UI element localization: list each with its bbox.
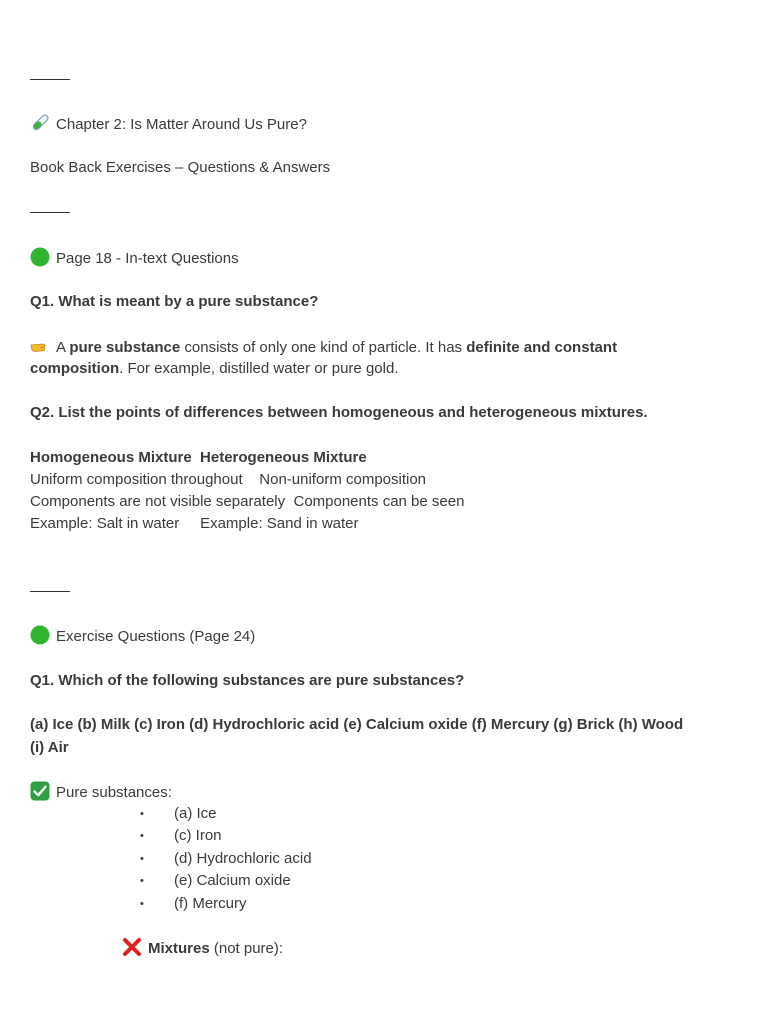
question-2: Q2. List the points of differences between homogeneous and heterogeneous mixtures. [30, 404, 648, 421]
test-tube-icon [30, 113, 50, 133]
bullet: • [140, 808, 144, 820]
options-line-1: (a) Ice (b) Milk (c) Iron (d) Hydrochloric acid (e) Calcium oxide (f) Mercury (g) Brick (h) Wood [30, 716, 684, 733]
options-line-2: (i) Air [30, 739, 69, 756]
table-header-cell: Heterogeneous Mixture [200, 449, 367, 466]
chapter-title [30, 113, 307, 136]
table-header-cell: Homogeneous Mixture [30, 449, 192, 466]
table-cell: Non-uniform composition [259, 471, 427, 488]
bullet: • [140, 875, 144, 888]
mixtures-label: Mixtures (not pure): [122, 937, 283, 960]
table-header-row [30, 447, 464, 469]
pure-substances-label: Pure substances: [30, 781, 172, 804]
table-row [30, 491, 464, 513]
bullet: • [140, 852, 144, 865]
section-heading-intext: Page 18 - In-text Questions [30, 247, 239, 270]
list-item: • (c) Iron [140, 825, 312, 847]
answer-1-continued: composition. For example, distilled water or pure gold. [30, 360, 399, 377]
subtitle: Book Back Exercises – Questions & Answers [30, 159, 331, 176]
table-row [30, 513, 464, 535]
green-circle-icon [30, 247, 50, 267]
table-cell: Components can be seen [293, 493, 465, 510]
table-cell: Example: Salt in water [30, 515, 180, 532]
list-item: • (a) Ice [140, 803, 312, 825]
table-row [30, 469, 464, 491]
table-cell: Example: Sand in water [200, 515, 359, 532]
cross-mark-icon [122, 937, 142, 957]
divider [30, 79, 70, 80]
check-mark-button-icon [30, 781, 50, 801]
exercise-question-1: Q1. Which of the following substances are pure substances? [30, 672, 465, 689]
bullet: • [140, 830, 144, 843]
bullet: • [140, 897, 144, 910]
answer-1: A pure substance consists of only one kind of particle. It has definite and constant [30, 336, 617, 359]
section-heading-exercise: Exercise Questions (Page 24) [30, 625, 255, 648]
list-item: • (e) Calcium oxide [140, 870, 312, 892]
divider [30, 591, 70, 592]
list-item: • (f) Mercury [140, 893, 312, 915]
list-item: • (d) Hydrochloric acid [140, 848, 312, 870]
table-cell: Components are not visible separately [30, 493, 286, 510]
chapter-title-text: Chapter 2: Is Matter Around Us Pure? [56, 116, 307, 133]
green-circle-icon [30, 625, 50, 645]
pure-substances-list [140, 803, 312, 915]
divider [30, 212, 70, 213]
question-1: Q1. What is meant by a pure substance? [30, 293, 319, 310]
table-cell: Uniform composition throughout [30, 471, 243, 488]
pointing-hand-icon [30, 336, 50, 356]
comparison-table [30, 447, 464, 535]
